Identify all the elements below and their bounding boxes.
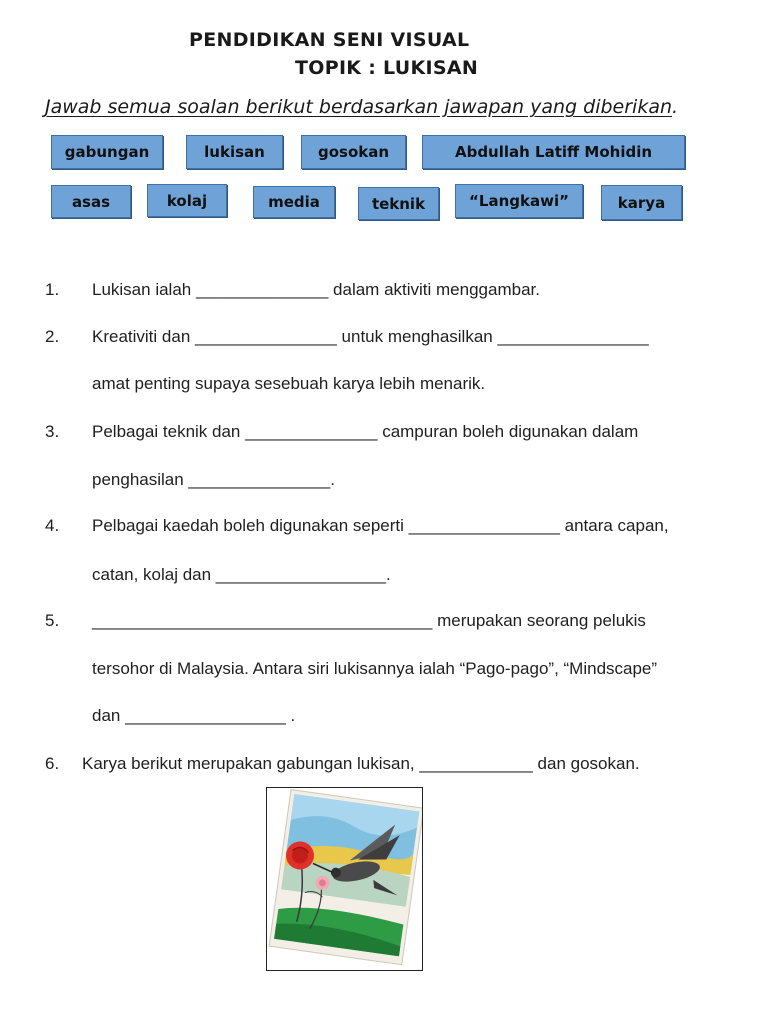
word-box-karya: karya [601,185,682,220]
question-number: 6. [45,754,60,773]
question-number: 5. [45,611,60,630]
instruction-text: Jawab semua soalan berikut berdasarkan jawapan yang diberikan [45,96,673,118]
question-number: 4. [45,516,60,535]
instruction-punct: . [672,96,679,118]
question-text: Pelbagai teknik dan ______________ campuran boleh digunakan dalam [92,422,639,441]
word-box-kolaj: kolaj [147,184,227,217]
question-text-continued: dan _________________ . [92,706,296,725]
word-box-abdullah-latiff-mohidin: Abdullah Latiff Mohidin [422,135,685,169]
question-text: Karya berikut merupakan gabungan lukisan, ____________ dan gosokan. [82,754,640,773]
hummingbird-rose-painting-icon [267,788,422,970]
question-number: 3. [45,422,60,441]
question-text-continued: amat penting supaya sesebuah karya lebih menarik. [92,374,486,393]
question-text: Kreativiti dan _______________ untuk menghasilkan ________________ [92,327,649,346]
question-text: Pelbagai kaedah boleh digunakan seperti ________________ antara capan, [92,516,669,535]
word-box-gosokan: gosokan [301,135,406,169]
instruction [45,96,678,118]
question-text-continued: tersohor di Malaysia. Antara siri lukisannya ialah “Pago-pago”, “Mindscape” [92,659,658,678]
artwork-image [266,787,423,971]
word-box-asas: asas [51,185,131,218]
subject-title: PENDIDIKAN SENI VISUAL [189,29,470,51]
word-box-teknik: teknik [358,187,439,220]
question-number: 1. [45,280,60,299]
question-text: Lukisan ialah ______________ dalam aktiviti menggambar. [92,280,540,299]
topic-title: TOPIK : LUKISAN [295,57,479,79]
word-box-langkawi: “Langkawi” [455,184,583,218]
word-box-media: media [253,186,335,218]
question-text-continued: catan, kolaj dan __________________. [92,565,391,584]
word-box-gabungan: gabungan [51,135,163,169]
question-text: ____________________________________ merupakan seorang pelukis [92,611,646,630]
question-number: 2. [45,327,60,346]
word-box-lukisan: lukisan [186,135,283,169]
question-text-continued: penghasilan _______________. [92,470,335,489]
